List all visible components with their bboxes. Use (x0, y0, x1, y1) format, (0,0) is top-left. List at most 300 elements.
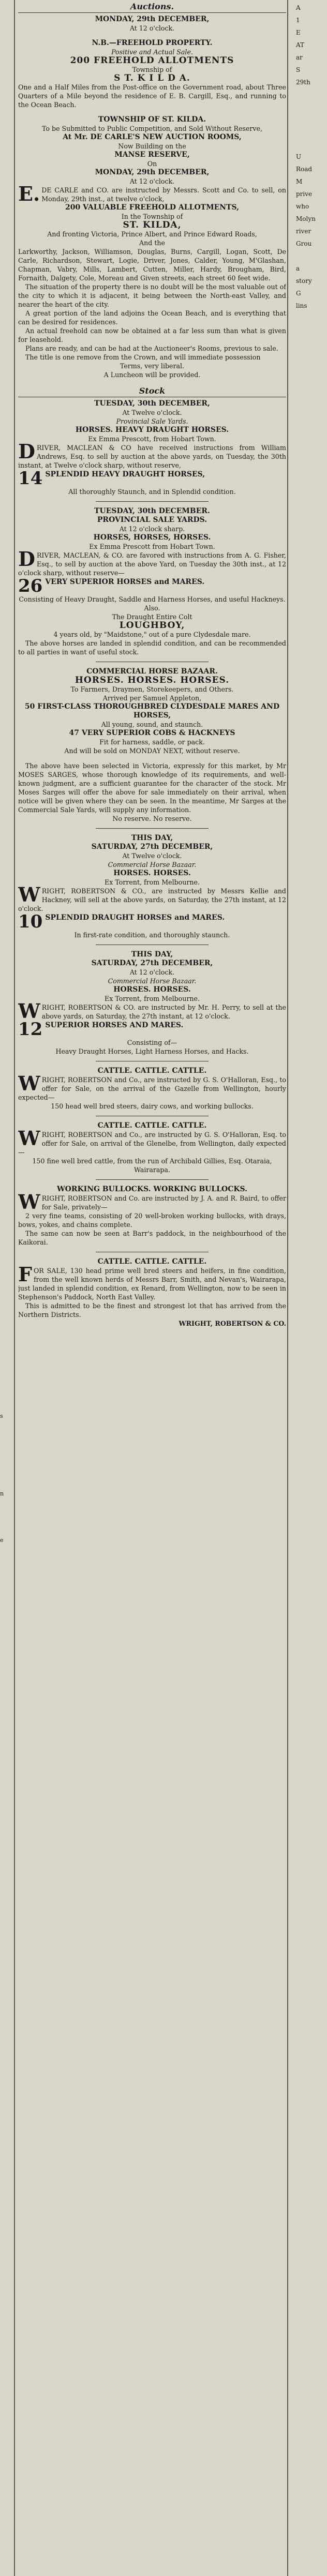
left-fragment (0, 1381, 11, 1397)
right-fragment: G (296, 290, 301, 297)
text: The above have been selected in Victoria, expressly for this market, by Mr MOSES SARGES, whose thorough knowledge of its requirements, and well-known judgment, are a sufficient guarantee for the character of the stock. Mr Moses Sarges will offer the above for sale immediately on their arrival, when notice will be given where they can be seen. In the meantime, Mr Sarges at the Commercial Sale Yards, will supply any information. (18, 762, 286, 814)
left-fragment (0, 2390, 11, 2405)
left-fragment (0, 1040, 11, 1055)
left-fragment (0, 1800, 11, 1816)
left-fragment (0, 466, 11, 481)
text: Commercial Horse Bazaar. (108, 861, 197, 868)
left-fragment (0, 62, 11, 78)
left-fragment (0, 109, 11, 124)
left-fragment (0, 186, 11, 202)
left-fragment (0, 962, 11, 978)
text: A Luncheon will be provided. (103, 371, 201, 379)
left-fragment (0, 1893, 11, 1909)
left-fragment (0, 1102, 11, 1117)
text: PROVINCIAL SALE YARDS. (97, 516, 207, 524)
left-fragment (0, 2560, 11, 2576)
text: Fit for harness, saddle, or pack. (99, 738, 205, 746)
left-fragment (0, 745, 11, 760)
body: FOR SALE, 130 head prime well bred steers and heifers, in fine condition, from the well known herds of Messrs Barr, Smith, and Nevan's, Wairarapa, just landed in splendid condition, ex Renard, from Wellington, now to be seen in Stephenson's Paddock, North East Valley. (18, 1263, 286, 1301)
left-fragment (0, 497, 11, 512)
left-fragment (0, 698, 11, 714)
text: Ex Torrent, from Melbourne. (105, 878, 200, 886)
left-fragment (0, 605, 11, 621)
left-fragment (0, 885, 11, 900)
body: WRIGHT, ROBERTSON & CO. are instructed by Mr. H. Perry, to sell at the above yards, on Saturday, the 27th instant, at 12 o'clock. (18, 999, 286, 1023)
street-list: Larkworthy, Jackson, Williamson, Douglas, Burns, Cargill, Logan, Scott, De Carle, Richardson, Stewart, Logie, Driver, Jones, Calder, Young, M'Glashan, Chapman, Vabry, Mills, Lambert, Cutten, Miller, Hardy, Brougham, Bird, Fornaith, Dalgety, Cole, Moreau and Given streets, each street 60 feet wide. (18, 248, 286, 282)
text: Arrived per Samuel Appleton, (102, 694, 202, 702)
left-fragment (0, 760, 11, 776)
left-fragment (0, 1940, 11, 1955)
advert-superior-horses-and-mares (18, 950, 286, 1056)
text: To be Submitted to Public Competition, and Sold Without Reserve, (42, 125, 262, 132)
date: MONDAY, 29th DECEMBER, (95, 168, 210, 176)
text: This is admitted to be the finest and strongest lot that has arrived from the Northern Districts. (18, 1302, 286, 1319)
left-fragment (0, 1024, 11, 1040)
left-fragment (0, 1521, 11, 1536)
left-fragment (0, 729, 11, 745)
right-fragment: 1 (296, 17, 300, 24)
text: At Mr. DE CARLE'S NEW AUCTION ROOMS, (63, 133, 242, 141)
left-fragment (0, 155, 11, 171)
left-fragment (0, 559, 11, 574)
left-fragment (0, 435, 11, 450)
body: WRIGHT, ROBERTSON and Co. are instructed by J. A. and R. Baird, to offer for Sale, privately— (18, 1190, 286, 1214)
left-fragment (0, 1210, 11, 1226)
left-fragment (0, 1288, 11, 1304)
text: 150 fine well bred cattle, from the run of Archibald Gillies, Esq. Otaraia, Wairarapa. (32, 1157, 272, 1174)
left-fragment (0, 776, 11, 791)
right-fragment: A (296, 4, 301, 11)
left-fragment (0, 652, 11, 667)
left-fragment (0, 1257, 11, 1272)
right-fragment: lins (296, 302, 307, 309)
left-fragment (0, 140, 11, 155)
text: The above horses are landed in splendid condition, and can be recommended to all parties in want of useful stock. (18, 639, 286, 656)
left-fragment (0, 1924, 11, 1940)
heading: CATTLE. CATTLE. CATTLE. (97, 1257, 207, 1266)
left-fragment (0, 900, 11, 916)
body: WRIGHT, ROBERTSON and Co., are instructed by G. S. O'Halloran, Esq. to offer for Sale, on arrival of the Glenelbe, from Wellington, daily expected— (18, 1127, 286, 1156)
left-fragment (0, 2529, 11, 2545)
place: S T. K I L D A. (114, 73, 190, 83)
quantity: 10 (18, 911, 43, 932)
left-fragment (0, 1971, 11, 1986)
right-fragment: river (296, 228, 311, 235)
left-fragment (0, 1009, 11, 1024)
left-fragment (0, 2017, 11, 2033)
left-fragment (0, 2374, 11, 2390)
left-fragment: n (0, 1490, 4, 1497)
left-fragment (0, 1505, 11, 1521)
title: 200 FREEHOLD ALLOTMENTS (70, 55, 234, 66)
left-fragment (0, 636, 11, 652)
left-fragment (0, 2173, 11, 2188)
text: Now Building on the (118, 142, 186, 150)
left-fragment (0, 978, 11, 993)
text: Ex Torrent, from Melbourne. (105, 995, 200, 1002)
heading: COMMERCIAL HORSE BAZAAR. (86, 667, 218, 676)
left-fragment (0, 2343, 11, 2359)
signature: WRIGHT, ROBERTSON & CO. (179, 1320, 286, 1327)
left-fragment (0, 1785, 11, 1800)
advert-st-kilda-allotments (18, 15, 286, 379)
left-fragment (0, 528, 11, 543)
left-fragment (0, 822, 11, 838)
body: DRIVER, MACLEAN, & CO. are favored with instructions from A. G. Fisher, Esq., to sell by auction at the above Yard, on Tuesday the 30th inst., at 12 o'clock sharp, without reserve— (18, 547, 286, 577)
right-fragment: M (296, 178, 303, 185)
left-fragment (0, 171, 11, 186)
left-fragment (0, 2312, 11, 2328)
left-fragment (0, 1443, 11, 1459)
left-fragment (0, 2002, 11, 2017)
text: Terms, very liberal. (120, 362, 185, 370)
left-fragment (0, 2095, 11, 2110)
left-fragment (0, 1660, 11, 1676)
left-fragment (0, 512, 11, 528)
place: ST. KILDA, (123, 220, 182, 230)
heading: N.B.—FREEHOLD PROPERTY. (92, 39, 213, 47)
left-fragment (0, 1598, 11, 1614)
text: 150 head well bred steers, dairy cows, and working bullocks. (51, 1102, 254, 1110)
left-fragment (0, 217, 11, 233)
text: MANSE RESERVE, (114, 151, 190, 159)
left-fragment (0, 2141, 11, 2157)
title: 200 VALUABLE FREEHOLD ALLOTMENTS, (65, 203, 239, 212)
left-fragment (0, 1629, 11, 1645)
left-fragment (0, 574, 11, 590)
left-fragment (0, 124, 11, 140)
left-fragment (0, 2498, 11, 2514)
body: WRIGHT, ROBERTSON and Co., are instructed by G. S. O'Halloran, Esq., to offer for Sale, on the arrival of the Gazelle from Wellington, hourly expected— (18, 1072, 286, 1101)
text: The situation of the property there is no doubt will be the most valuable out of the city to which it is adjacent, it being between the North-east Valley, and nearer the heart of the city. (18, 283, 286, 308)
left-fragment (0, 372, 11, 388)
text: To Farmers, Draymen, Storekeepers, and Others. (70, 685, 234, 693)
left-fragment (0, 1335, 11, 1350)
text: Also. (144, 604, 160, 612)
left-fragment (0, 1241, 11, 1257)
left-fragment (0, 248, 11, 264)
text: Consisting of Heavy Draught, Saddle and Harness Horses, and useful Hackneys. (19, 595, 286, 603)
left-fragment (0, 1878, 11, 1893)
advert-cattle-for-sale (18, 1257, 286, 1328)
text: And fronting Victoria, Prince Albert, and Prince Edward Roads, (47, 230, 257, 238)
left-fragment (0, 1831, 11, 1847)
left-fragment (0, 1071, 11, 1086)
left-fragment (0, 2483, 11, 2498)
subheading: Positive and Actual Sale. (111, 48, 193, 56)
left-fragment (0, 1428, 11, 1443)
left-fragment (0, 2033, 11, 2048)
text: In first-rate condition, and thoroughly staunch. (74, 931, 230, 939)
left-fragment (0, 714, 11, 729)
left-fragment (0, 791, 11, 807)
description: One and a Half Miles from the Post-office on the Government road, about Three Quarters of a Mile beyond the residence of E. B. Cargill, Esq., and running to the Ocean Beach. (18, 83, 286, 109)
left-fragment (0, 2436, 11, 2452)
left-fragment (0, 1164, 11, 1179)
left-fragment (0, 1676, 11, 1691)
left-fragment (0, 1862, 11, 1878)
left-fragment (0, 1723, 11, 1738)
left-fragment (0, 1552, 11, 1567)
title: SUPERIOR HORSES AND MARES. (45, 1021, 184, 1029)
right-fragment: story (296, 277, 312, 284)
text: The same can now be seen at Barr's paddock, in the neighbourhood of the Kaikorai. (18, 1230, 286, 1246)
text: Commercial Horse Bazaar. (108, 977, 197, 985)
left-fragment (0, 2048, 11, 2064)
left-fragment (0, 0, 11, 16)
left-column-rule (14, 0, 15, 2576)
section-heading-auctions: Auctions. (18, 2, 286, 13)
horse-name: LOUGHBOY, (119, 620, 185, 631)
left-fragment (0, 388, 11, 403)
left-fragment (0, 853, 11, 869)
text: A great portion of the land adjoins the Ocean Beach, and is everything that can be desired for residences. (18, 309, 286, 326)
left-fragment (0, 2079, 11, 2095)
right-fragment: Grou (296, 240, 312, 247)
left-fragment: e (0, 1537, 4, 1544)
left-fragment (0, 481, 11, 497)
advert-splendid-draught-horses (18, 834, 286, 939)
text: An actual freehold can now be obtained at a far less sum than what is given for leasehold. (18, 327, 286, 343)
advert-cattle-gazelle (18, 1067, 286, 1111)
left-fragment (0, 2250, 11, 2266)
left-fragment (0, 683, 11, 698)
text: The title is one remove from the Crown, and will immediate possession (25, 353, 261, 361)
right-fragment: 29th (296, 79, 310, 86)
left-fragment (0, 2297, 11, 2312)
heading: HORSES, HORSES, HORSES. (93, 533, 211, 542)
text: Heavy Draught Horses, Light Harness Horses, and Hacks. (55, 1047, 249, 1055)
title: SPLENDID HEAVY DRAUGHT HORSES, (45, 470, 205, 478)
left-fragment (0, 31, 11, 47)
right-fragment: U (296, 153, 302, 160)
left-fragment (0, 403, 11, 419)
time: At 12 o'clock. (129, 24, 175, 32)
time: At 12 o'clock sharp. (119, 525, 185, 533)
left-fragment (0, 326, 11, 341)
advert-cattle-glenelbe (18, 1121, 286, 1174)
text: 2 very fine teams, consisting of 20 well-broken working bullocks, with drays, bows, yokes, and chains complete. (18, 1212, 286, 1229)
left-fragment (0, 1086, 11, 1102)
left-fragment: s (0, 1413, 3, 1419)
left-fragment (0, 2157, 11, 2173)
right-fragment: prive (296, 190, 313, 198)
left-fragment (0, 1955, 11, 1971)
advert-superior-horses (18, 507, 286, 656)
left-fragment (0, 1707, 11, 1723)
left-fragment (0, 1816, 11, 1831)
text: Consisting of— (127, 1039, 177, 1046)
left-fragment (0, 947, 11, 962)
date: TUESDAY, 30th DECEMBER, (94, 399, 210, 408)
left-fragment (0, 93, 11, 109)
advert-commercial-horse-bazaar (18, 667, 286, 823)
quantity: 14 (18, 468, 43, 489)
right-fragment: Road (296, 166, 313, 173)
advert-heavy-draught-horses (18, 399, 286, 496)
left-fragment (0, 264, 11, 279)
left-fragment (0, 2421, 11, 2436)
heading: CATTLE. CATTLE. CATTLE. (97, 1067, 207, 1075)
advert-working-bullocks (18, 1185, 286, 1247)
left-fragment (0, 357, 11, 372)
right-fragment: ar (296, 54, 303, 61)
body: E.DE CARLE and CO. are instructed by Messrs. Scott and Co. to sell, on Monday, 29th inst., at twelve o'clock, (18, 182, 286, 205)
left-fragment (0, 419, 11, 435)
left-fragment (0, 78, 11, 93)
left-column-fragments (0, 0, 11, 2576)
date: SATURDAY, 27th DECEMBER, (91, 959, 213, 967)
left-fragment (0, 2219, 11, 2235)
left-fragment (0, 202, 11, 217)
left-fragment (0, 1133, 11, 1148)
text: Ex Emma Prescott, from Hobart Town. (88, 435, 216, 443)
left-fragment (0, 2281, 11, 2297)
left-fragment (0, 2545, 11, 2560)
right-fragment: a (296, 265, 300, 272)
left-fragment (0, 1055, 11, 1071)
left-fragment (0, 295, 11, 310)
date: SATURDAY, 27th DECEMBER, (91, 843, 213, 851)
text: The Draught Entire Colt (112, 613, 192, 621)
left-fragment (0, 2064, 11, 2079)
left-fragment (0, 2514, 11, 2529)
left-fragment (0, 2452, 11, 2467)
left-fragment (0, 869, 11, 885)
left-fragment (0, 2405, 11, 2421)
left-fragment (0, 341, 11, 357)
title: SPLENDID DRAUGHT HORSES and MARES. (45, 913, 225, 922)
left-fragment (0, 543, 11, 559)
left-fragment (0, 450, 11, 466)
heading: HORSES. HEAVY DRAUGHT HORSES. (75, 426, 229, 434)
right-column-fragments (289, 0, 327, 2576)
left-fragment (0, 1986, 11, 2002)
left-fragment (0, 1272, 11, 1288)
left-fragment (0, 2204, 11, 2219)
left-fragment (0, 233, 11, 248)
section-heading-stock: Stock (18, 386, 286, 397)
left-fragment (0, 916, 11, 931)
left-fragment (0, 1366, 11, 1381)
text: All young, sound, and staunch. (101, 721, 203, 728)
left-fragment (0, 1754, 11, 1769)
left-fragment (0, 1567, 11, 1583)
left-fragment (0, 2126, 11, 2141)
left-fragment (0, 1226, 11, 1241)
time: At Twelve o'clock. (122, 852, 182, 860)
left-fragment (0, 16, 11, 31)
right-fragment: E (296, 29, 301, 36)
left-fragment (0, 2110, 11, 2126)
text: No reserve. No reserve. (112, 815, 192, 822)
right-column-rule (287, 0, 288, 2576)
left-fragment (0, 1459, 11, 1474)
left-fragment (0, 1847, 11, 1862)
left-fragment (0, 279, 11, 295)
heading: HORSES. HORSES. HORSES. (75, 675, 230, 685)
left-fragment (0, 1474, 11, 1490)
heading: HORSES. HORSES. (113, 985, 191, 994)
text: Provincial Sale Yards. (116, 417, 188, 425)
left-fragment (0, 931, 11, 947)
left-fragment (0, 993, 11, 1009)
left-fragment (0, 1583, 11, 1598)
left-fragment (0, 1909, 11, 1924)
right-fragment: S (296, 66, 301, 73)
heading: CATTLE. CATTLE. CATTLE. (97, 1121, 207, 1130)
left-fragment (0, 2359, 11, 2374)
text: 4 years old, by "Maidstone," out of a pure Clydesdale mare. (53, 631, 251, 638)
body: WRIGHT, ROBERTSON & CO., are instructed by Messrs Kellie and Hackney, will sell at the above yards, on Saturday, the 27th instant, at 12 o'clock. (18, 883, 286, 912)
left-fragment (0, 1397, 11, 1412)
left-fragment (0, 838, 11, 853)
quantity: 26 (18, 576, 43, 596)
right-fragment: Molyn (296, 215, 316, 222)
left-fragment (0, 2467, 11, 2483)
left-fragment (0, 1691, 11, 1707)
time: At 12 o'clock. (129, 968, 175, 976)
heading: HORSES. HORSES. (113, 869, 191, 877)
date: MONDAY, 29th DECEMBER, (95, 15, 210, 23)
right-fragment: who (296, 203, 309, 210)
body: DRIVER, MACLEAN & CO have received instructions from William Andrews, Esq. to sell by auction at the above yards, on Tuesday, the 30th instant, at Twelve o'clock sharp, without reserve, (18, 440, 286, 469)
left-fragment (0, 1350, 11, 1366)
text: Ex Emma Prescott from Hobart Town. (89, 543, 215, 550)
left-fragment (0, 2188, 11, 2204)
left-fragment (0, 1304, 11, 1319)
left-fragment (0, 2266, 11, 2281)
left-fragment (0, 1769, 11, 1785)
title: VERY SUPERIOR HORSES and MARES. (45, 578, 205, 586)
left-fragment (0, 807, 11, 822)
left-fragment (0, 1614, 11, 1629)
left-fragment (0, 2235, 11, 2250)
left-fragment (0, 621, 11, 636)
text: And will be sold on MONDAY NEXT, without reserve. (64, 747, 240, 755)
left-fragment (0, 47, 11, 62)
right-fragment: AT (296, 41, 305, 49)
left-fragment (0, 1179, 11, 1195)
heading: TOWNSHIP OF ST. KILDA. (98, 115, 206, 124)
left-fragment (0, 1319, 11, 1335)
text: THIS DAY, (131, 834, 173, 842)
left-fragment (0, 1738, 11, 1754)
text: And the (139, 239, 165, 247)
time: At Twelve o'clock. (122, 409, 182, 416)
text: THIS DAY, (131, 950, 173, 958)
time: At 12 o'clock. (129, 177, 175, 185)
left-fragment (0, 1117, 11, 1133)
text: Plans are ready, and can be had at the Auctioneer's Rooms, previous to sale. (25, 345, 278, 352)
text: Township of (132, 66, 172, 73)
title: 47 VERY SUPERIOR COBS & HACKNEYS (69, 729, 235, 737)
text: In the Township of (121, 213, 183, 220)
heading: WORKING BULLOCKS. WORKING BULLOCKS. (56, 1185, 248, 1193)
left-fragment (0, 590, 11, 605)
text: On (147, 160, 157, 168)
left-fragment (0, 1645, 11, 1660)
left-fragment (0, 1195, 11, 1210)
advertisement-column (18, 0, 286, 2576)
text: All thoroughly Staunch, and in Splendid condition. (68, 488, 236, 496)
title: 50 FIRST-CLASS THOROUGHBRED CLYDESDALE MARES AND HORSES, (24, 702, 280, 720)
left-fragment (0, 310, 11, 326)
quantity: 12 (18, 1019, 43, 1040)
left-fragment (0, 1148, 11, 1164)
left-fragment (0, 2328, 11, 2343)
date: TUESDAY, 30th DECEMBER. (94, 507, 210, 515)
